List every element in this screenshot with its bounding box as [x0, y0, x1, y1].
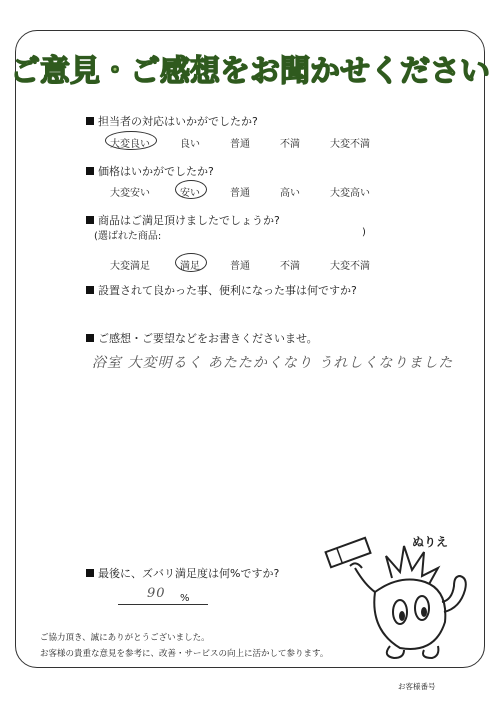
question-label: ご感想・ご要望などをお書きくださいませ。 — [98, 332, 318, 345]
question-benefits — [86, 282, 357, 298]
square-bullet-icon — [86, 334, 94, 342]
square-bullet-icon — [86, 167, 94, 175]
options-price — [0, 184, 500, 198]
selection-circle — [175, 253, 207, 272]
square-bullet-icon — [86, 117, 94, 125]
option-very-satisfied[interactable]: 大変満足 — [110, 261, 150, 272]
square-bullet-icon — [86, 216, 94, 224]
square-bullet-icon — [86, 569, 94, 577]
option-normal[interactable]: 普通 — [230, 261, 250, 272]
option-dissatisfied[interactable]: 不満 — [280, 261, 300, 272]
question-price — [86, 163, 214, 179]
question-label: 商品はご満足頂けましたでしょうか? — [98, 214, 280, 227]
question-label: 価格はいかがでしたか? — [98, 165, 214, 178]
square-bullet-icon — [86, 286, 94, 294]
selected-product-note-open: (選ばれた商品: — [94, 231, 162, 242]
options-product — [0, 257, 500, 271]
option-very-cheap[interactable]: 大変安い — [110, 188, 150, 199]
option-dissatisfied[interactable]: 不満 — [280, 139, 300, 150]
coloring-label: ぬりえ — [412, 535, 449, 549]
question-comments — [86, 330, 318, 346]
option-good[interactable]: 良い — [180, 139, 200, 150]
satisfaction-answer-line — [118, 604, 208, 605]
selected-product-note-close: ) — [362, 227, 366, 238]
option-very-expensive[interactable]: 大変高い — [330, 188, 370, 199]
option-very-dissatisfied[interactable]: 大変不満 — [330, 139, 370, 150]
question-label: 担当者の対応はいかがでしたか? — [98, 115, 258, 128]
onion-mascot-icon — [320, 530, 470, 660]
question-product — [86, 212, 280, 228]
page-title: ご意見・ご感想をお聞かせください — [10, 54, 490, 89]
handwritten-satisfaction-value: 90 — [147, 586, 166, 601]
option-cheap[interactable]: 安い — [180, 188, 200, 199]
customer-number-label: お客様番号 — [398, 682, 436, 691]
question-label: 最後に、ズバリ満足度は何%ですか? — [98, 567, 280, 580]
option-expensive[interactable]: 高い — [280, 188, 300, 199]
option-normal[interactable]: 普通 — [230, 139, 250, 150]
question-staff-response — [86, 113, 258, 129]
handwritten-comment: 浴室 大変明るく あたたかくなり うれしくなりました — [92, 355, 454, 371]
options-staff-response — [0, 135, 500, 149]
footer-thanks: ご協力頂き、誠にありがとうございました。 — [40, 633, 210, 643]
question-label: 設置されて良かった事、便利になった事は何ですか? — [98, 284, 357, 297]
selection-circle — [105, 131, 157, 150]
option-normal[interactable]: 普通 — [230, 188, 250, 199]
percent-unit: % — [180, 593, 190, 604]
footer-note: お客様の貴重な意見を参考に、改善・サービスの向上に活かして参ります。 — [40, 649, 329, 659]
selection-circle — [175, 180, 207, 199]
option-satisfied[interactable]: 満足 — [180, 261, 200, 272]
option-very-dissatisfied[interactable]: 大変不満 — [330, 261, 370, 272]
question-satisfaction — [86, 565, 279, 581]
option-very-good[interactable]: 大変良い — [110, 139, 150, 150]
